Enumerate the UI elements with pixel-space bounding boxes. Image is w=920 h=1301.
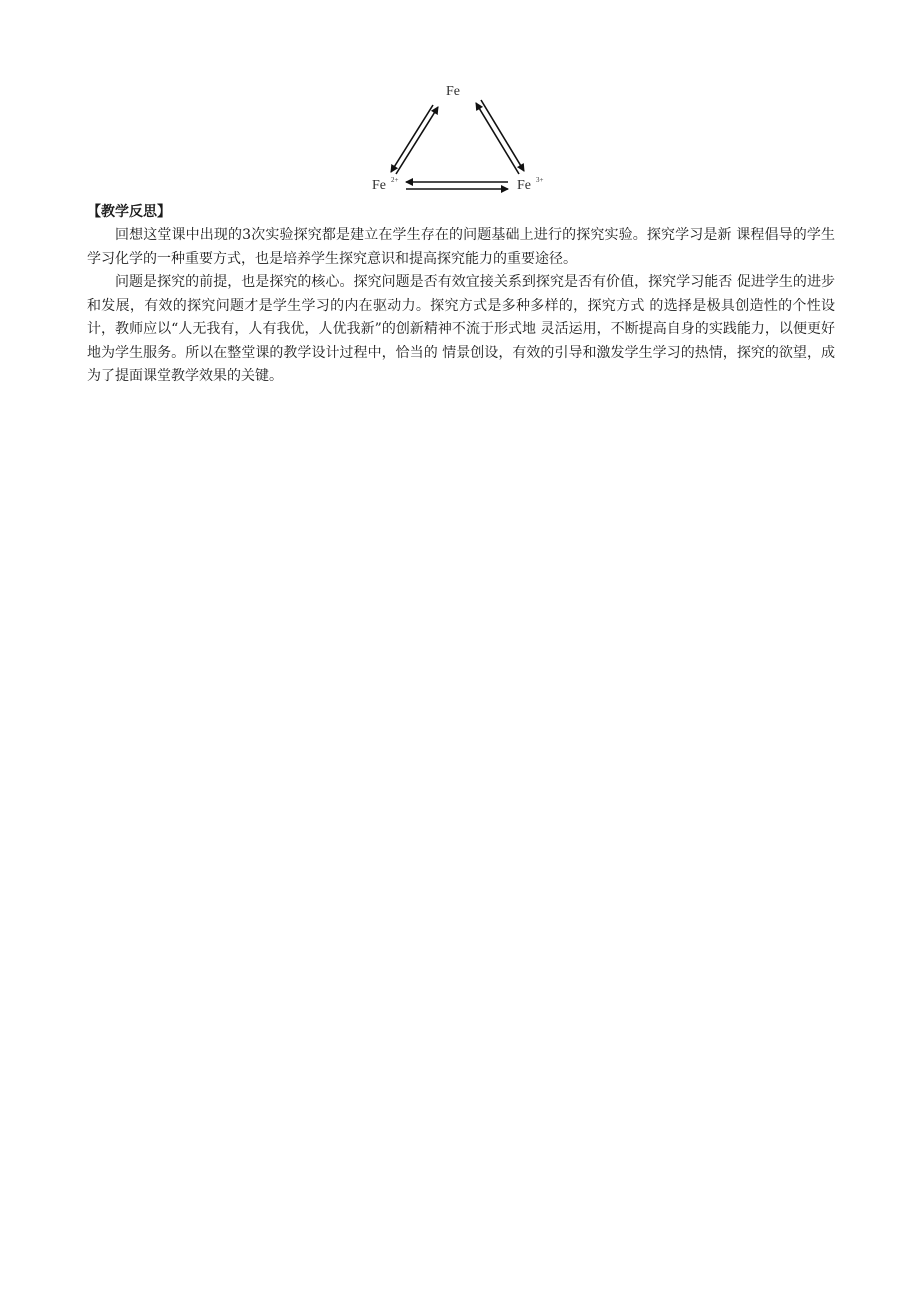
- paragraph: 回想这堂课中出现的3次实验探究都是建立在学生存在的问题基础上进行的探究实验。探究学习是新 课程倡导的学生学习化学的一种重要方式，也是培养学生探究意识和提高探究能力的重要途径。: [87, 227, 835, 267]
- iron-triangle-diagram: [360, 78, 560, 198]
- arrow-fe2-to-fe: [396, 107, 438, 174]
- iron-conversion-svg: [360, 78, 560, 198]
- fe2-charge: 2+: [391, 176, 399, 184]
- fe2-label: Fe: [372, 178, 386, 193]
- paragraph: 问题是探究的前提，也是探究的核心。探究问题是否有效宜接关系到探究是否有价值，探究学习能否 促进学生的进步和发展，有效的探究问题才是学生学习的内在驱动力。探究方式是多种多样的，探究方式 的选择是极具创造性的个性设计，教师应以“人无我有，人有我优，人优我新”的创新精神不流于形式地 灵活运用，不断提高自身的实践能力，以便更好地为学生服务。所以在整堂课的教学设计过程中，恰当的 情景创设，有效的引导和激发学生学习的热情，探究的欲望，成为了提面课堂教学效果的关键。: [87, 274, 835, 384]
- section-heading: 【教学反思】: [87, 204, 171, 220]
- arrow-fe-to-fe3: [481, 100, 524, 171]
- fe-label: Fe: [446, 84, 460, 99]
- arrow-fe3-to-fe: [476, 103, 519, 174]
- fe3-label: Fe: [517, 178, 531, 193]
- fe3-charge: 3+: [536, 176, 544, 184]
- arrow-fe-to-fe2: [391, 105, 433, 172]
- teaching-reflection-section: [87, 200, 835, 389]
